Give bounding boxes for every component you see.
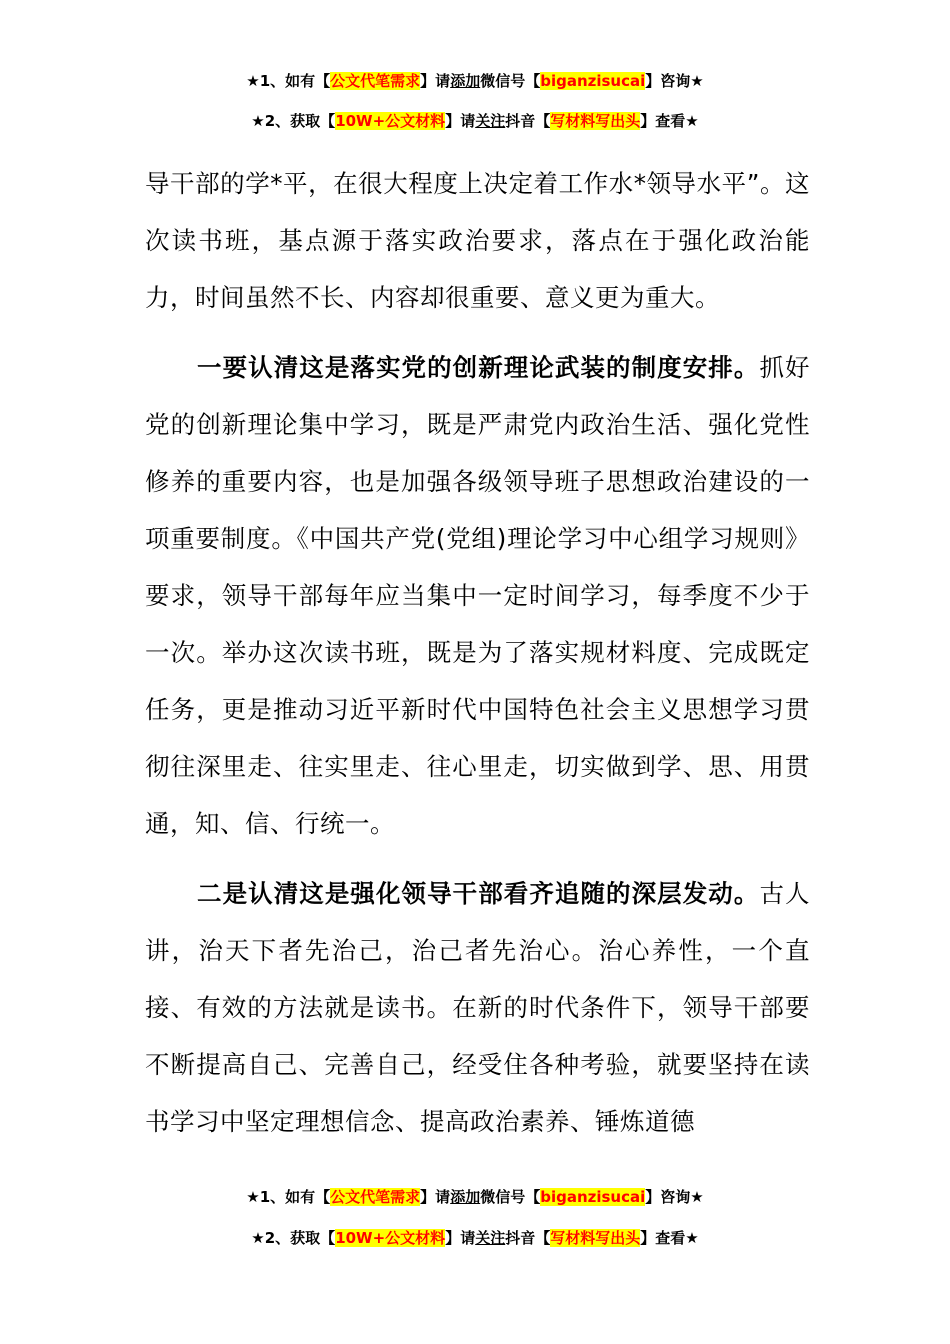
highlight-materials: 10W+公文材料	[335, 112, 446, 130]
underlined-word: 关注	[475, 112, 506, 130]
highlight-materials: 10W+公文材料	[335, 1229, 446, 1247]
header-banner-line-2: ★2、获取【10W+公文材料】请关注抖音【写材料写出头】查看★	[251, 112, 699, 130]
paragraph-2-heading: 一要认清这是落实党的创新理论武装的制度安排。	[197, 353, 760, 382]
highlight-douyin-account: 写材料写出头	[550, 112, 641, 130]
highlight-wechat-id: biganzisucai	[540, 1188, 646, 1206]
underlined-word: 添加	[450, 72, 481, 90]
paragraph-2	[145, 339, 810, 852]
paragraph-3-text: 古人讲，治天下者先治己，治己者先治心。治心养性，一个直接、有效的方法就是读书。在新的时代条件下，领导干部要不断提高自己、完善自己，经受住各种考验，就要坚持在读书学习中坚定理想信念、提高政治素养、锤炼道德	[145, 879, 811, 1136]
footer-banner-line-1: ★1、如有【公文代笔需求】请添加微信号【biganzisucai】咨询★	[246, 1188, 704, 1206]
highlight-douyin-account: 写材料写出头	[550, 1229, 641, 1247]
highlight-wechat-id: biganzisucai	[540, 72, 646, 90]
header-banner-line-1: ★1、如有【公文代笔需求】请添加微信号【biganzisucai】咨询★	[246, 72, 704, 90]
paragraph-3	[145, 865, 810, 1150]
underlined-word: 关注	[475, 1229, 506, 1247]
paragraph-3-heading: 二是认清这是强化领导干部看齐追随的深层发动。	[197, 879, 760, 908]
paragraph-2-text: 抓好党的创新理论集中学习，既是严肃党内政治生活、强化党性修养的重要内容，也是加强各级领导班子思想政治建设的一项重要制度。《中国共产党(党组)理论学习中心组学习规则》要求，领导干部每年应当集中一定时间学习，每季度不少于一次。举办这次读书班，既是为了落实规材料度、完成既定任务，更是推动习近平新时代中国特色社会主义思想学习贯彻往深里走、往实里走、往心里走，切实做到学、思、用贯通，知、信、行统一。	[145, 353, 811, 838]
footer-banner-line-2: ★2、获取【10W+公文材料】请关注抖音【写材料写出头】查看★	[251, 1229, 699, 1247]
paragraph-1: 导干部的学*平，在很大程度上决定着工作水*领导水平”。这次读书班，基点源于落实政治要求，落点在于强化政治能力，时间虽然不长、内容却很重要、意义更为重大。	[145, 169, 810, 312]
highlight-service: 公文代笔需求	[330, 1188, 421, 1206]
highlight-service: 公文代笔需求	[330, 72, 421, 90]
document-body	[145, 155, 810, 1150]
underlined-word: 添加	[450, 1188, 481, 1206]
